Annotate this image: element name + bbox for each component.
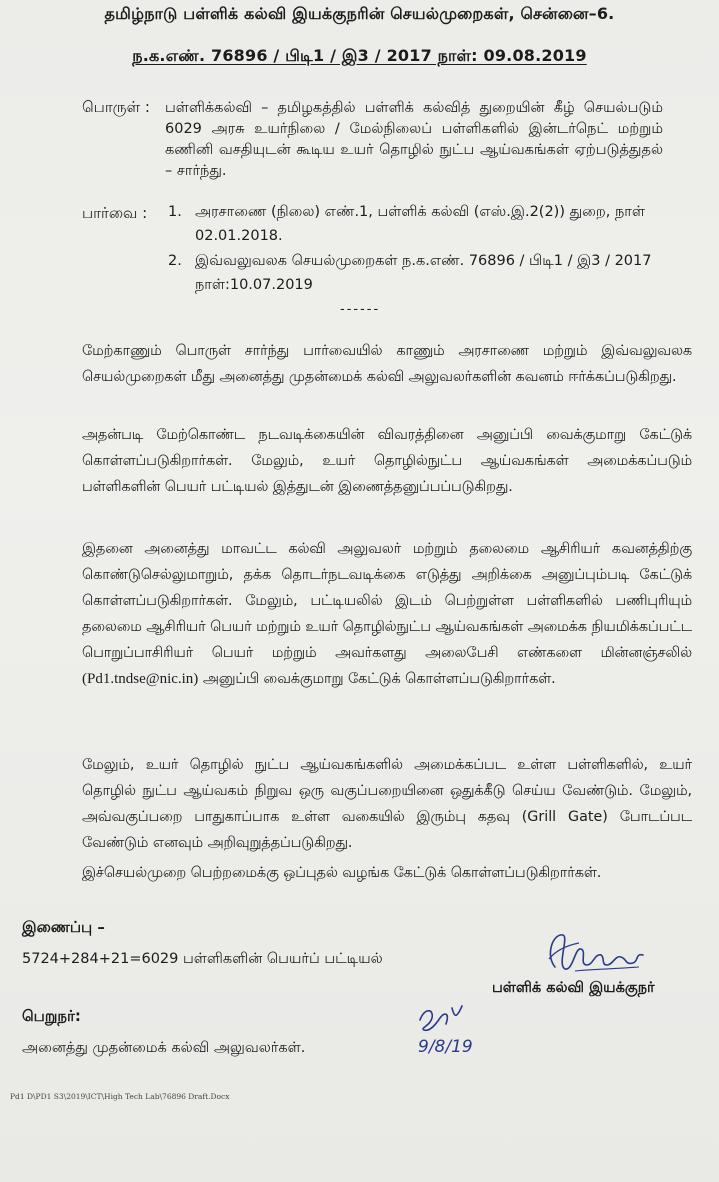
body-paragraph-1: மேற்காணும் பொருள் சார்ந்து பார்வையில் காணும் அரசாணை மற்றும் இவ்வலுவலக செயல்முறைகள் மீது அனைத்து முதன்மைக் கல்வி அலுவலர்களின் கவனம் ஈர்க்கப்படுகிறது. bbox=[82, 343, 692, 385]
reference-number-1: 1. bbox=[168, 204, 182, 220]
reference-label: பார்வை : bbox=[82, 204, 148, 222]
subject-text: பள்ளிக்கல்வி – தமிழகத்தில் பள்ளிக் கல்வித் துறையின் கீழ் செயல்படும் 6029 அரசு உயர்நிலை / மேல்நிலைப் பள்ளிகளில் இன்டர்நெட் மற்றும் கணினி வசதியுடன் கூடிய உயர் தொழில் நுட்ப ஆய்வகங்கள் ஏற்படுத்துதல் – சார்ந்து. bbox=[165, 100, 663, 179]
body-paragraph-3: இதனை அனைத்து மாவட்ட கல்வி அலுவலர் மற்றும் தலைமை ஆசிரியர் கவனத்திற்கு கொண்டுசெல்லுமாறும், தக்க தொடர்நடவடிக்கை எடுத்து அறிக்கை அனுப்பும்படி கேட்டுக் கொள்ளப்படுகிறார்கள். மேலும், பட்டியலில் இடம் பெற்றுள்ள பள்ளிகளில் பணிபுரியும் தலைமை ஆசிரியர் பெயர் மற்றும் உயர் தொழில்நுட்ப ஆய்வகங்கள் அமைக்க நியமிக்கப்பட்ட பொறுப்பாசிரியர் பெயர் மற்றும் அவர்களது அலைபேசி எண்களை மின்னஞ்சலில் (Pd1.tndse@nic.in) அனுப்பி வைக்குமாறு கேட்டுக் கொள்ளப்படுகிறார்கள். bbox=[82, 541, 692, 687]
body-paragraph-2: அதன்படி மேற்கொண்ட நடவடிக்கையின் விவரத்தினை அனுப்பி வைக்குமாறு கேட்டுக் கொள்ளப்படுகிறார்கள். மேலும், உயர் தொழில்நுட்ப ஆய்வகங்கள் அமைக்கப்படும் பள்ளிகளின் பெயர் பட்டியல் இத்துடன் இணைத்தனுப்பப்படுகிறது. bbox=[82, 427, 692, 495]
separator-line: ------ bbox=[340, 302, 381, 317]
recipient-text: அனைத்து முதன்மைக் கல்வி அலுவலர்கள். bbox=[22, 1040, 306, 1056]
enclosure-text: 5724+284+21=6029 பள்ளிகளின் பெயர்ப் பட்டியல் bbox=[22, 951, 383, 967]
document-header-title: தமிழ்நாடு பள்ளிக் கல்வி இயக்குநரின் செயல்முறைகள், சென்னை–6. bbox=[104, 4, 615, 23]
document-reference-number: ந.க.எண். 76896 / பிடி1 / இ3 / 2017 நாள்: 09.08.2019 bbox=[132, 46, 587, 65]
director-signature bbox=[535, 925, 655, 980]
body-paragraph-4: மேலும், உயர் தொழில் நுட்ப ஆய்வகங்களில் அமைக்கப்பட உள்ள பள்ளிகளில், உயர் தொழில் நுட்ப ஆய்வகம் நிறுவ ஒரு வகுப்பறையினை ஒதுக்கீடு செய்ய வேண்டும். மேலும், அவ்வகுப்பறை பாதுகாப்பாக உள்ள வகையில் இரும்பு கதவு (Grill Gate) போடப்பட வேண்டும் எனவும் அறிவுறுத்தப்படுகிறது. bbox=[82, 757, 692, 851]
email-address: (Pd1.tndse@nic.in) bbox=[82, 671, 199, 687]
initials-date-text: 9/8/19 bbox=[418, 1037, 473, 1057]
body-paragraph-5: இச்செயல்முறை பெற்றமைக்கு ஒப்புதல் வழங்க கேட்டுக் கொள்ளப்படுகிறார்கள். bbox=[82, 865, 602, 881]
reference-item-1: அரசாணை (நிலை) எண்.1, பள்ளிக் கல்வி (எஸ்.இ.2(2)) துறை, நாள் 02.01.2018. bbox=[195, 204, 645, 244]
reference-item-2: இவ்வலுவலக செயல்முறைகள் ந.க.எண். 76896 / பிடி1 / இ3 / 2017 நாள்:10.07.2019 bbox=[195, 253, 652, 293]
enclosure-label: இணைப்பு – bbox=[22, 918, 105, 936]
signatory-title: பள்ளிக் கல்வி இயக்குநர் bbox=[492, 980, 655, 996]
recipient-label: பெறுநர்: bbox=[22, 1007, 81, 1025]
file-path-footer: Pd1 D\PD1 S3\2019\ICT\High Tech Lab\76896 Draft.Docx bbox=[10, 1092, 230, 1101]
initials-date-annotation bbox=[410, 998, 490, 1060]
subject-label: பொருள் : bbox=[82, 98, 150, 116]
reference-number-2: 2. bbox=[168, 253, 182, 269]
